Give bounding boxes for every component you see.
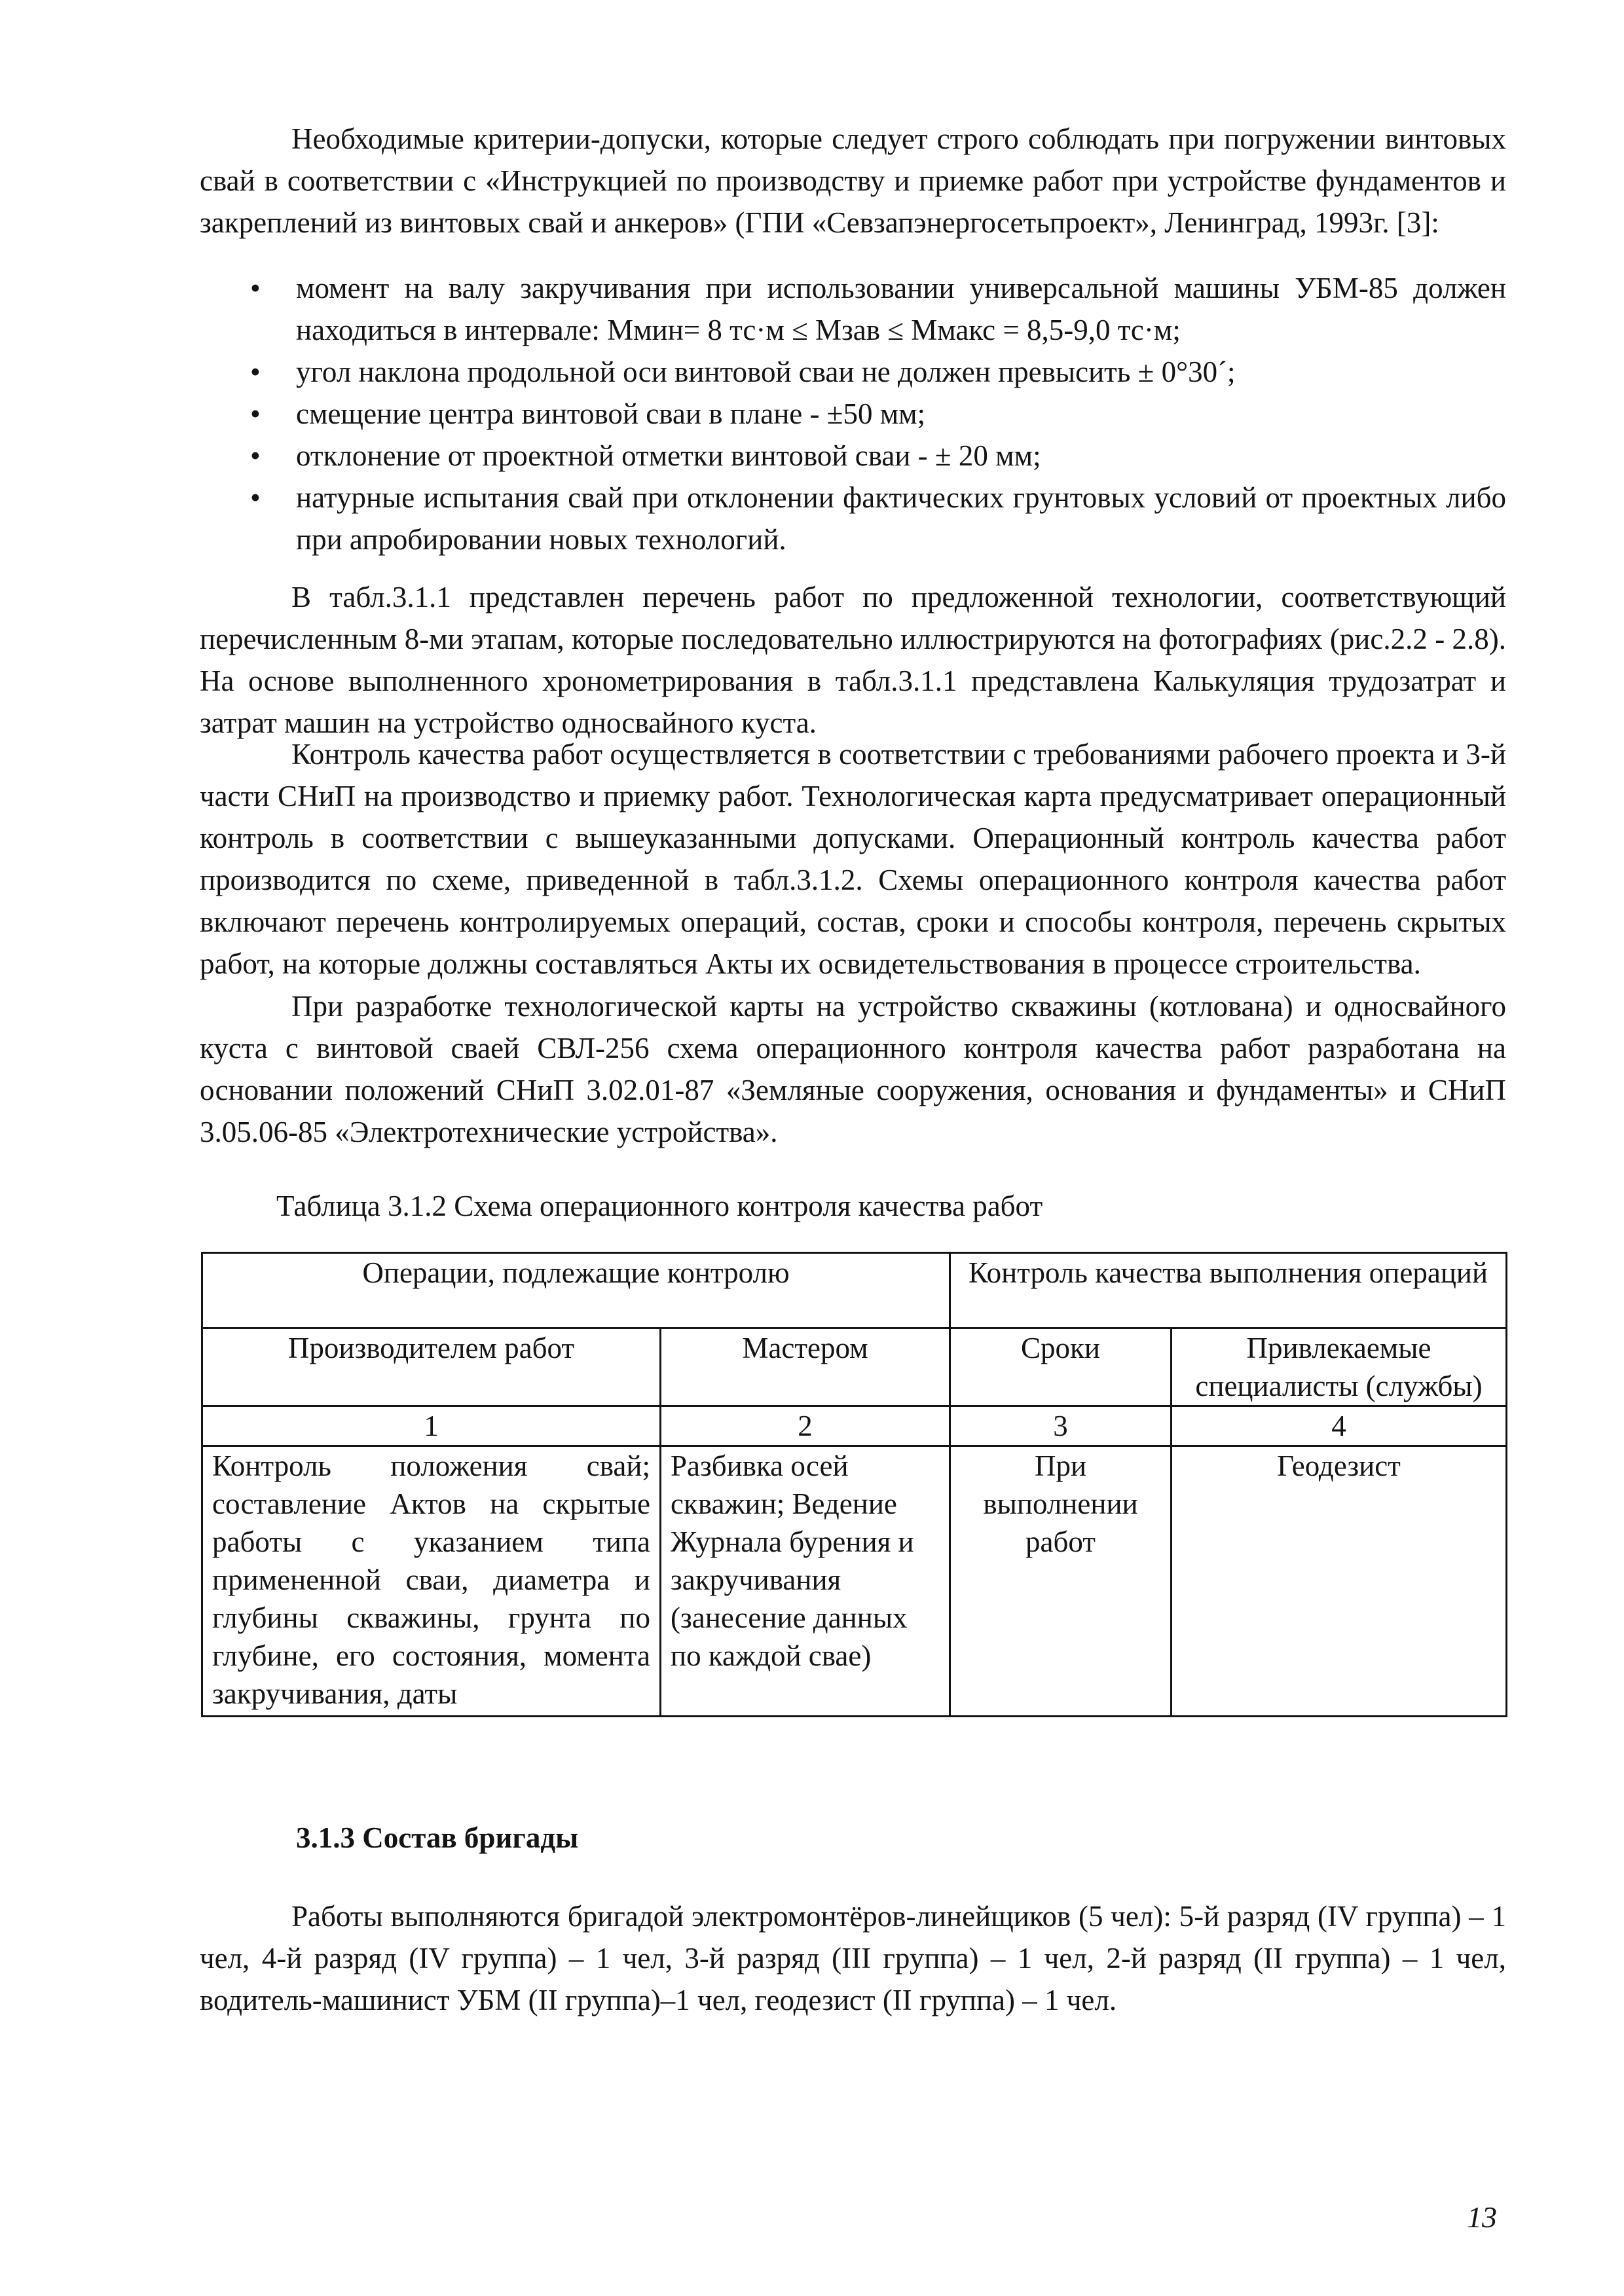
- list-item: • натурные испытания свай при отклонении фактических грунтовых условий от проектных либо при апробировании новых технологий.: [200, 477, 1506, 560]
- intro-paragraph: Необходимые критерии-допуски, которые следует строго соблюдать при погружении винтовых свай в соответствии с «Инструкцией по производству и приемке работ при устройстве фундаментов и закреплений из винтовых свай и анкеров» (ГПИ «Севзапэнергосетьпроект», Ленинград, 1993г. [3]:: [200, 122, 1506, 239]
- header-producer: Производителем работ: [202, 1328, 661, 1406]
- cell-specialists: Геодезист: [1172, 1446, 1507, 1717]
- paragraph-regulations: При разработке технологической карты на устройство скважины (котлована) и односвайного куста с винтовой сваей СВЛ-256 схема операционного контроля качества работ разработана на основании положений СНиП 3.02.01-87 «Земляные сооружения, основания и фундаменты» и СНиП 3.05.06-85 «Электротехнические устройства».: [200, 990, 1506, 1148]
- table-group-header-row: [202, 1253, 1507, 1328]
- tolerance-list: [200, 267, 1506, 560]
- cell-foreman-duties: Разбивка осей скважин; Ведение Журнала бурения и закручивания (занесение данных по каждой свае): [661, 1446, 950, 1717]
- column-number: 4: [1172, 1406, 1507, 1446]
- table-header-row: [202, 1328, 1507, 1406]
- table-caption: Таблица 3.1.2 Схема операционного контроля качества работ: [276, 1190, 1043, 1222]
- control-scheme-table: [201, 1252, 1507, 1717]
- paragraph-quality-control: Контроль качества работ осуществляется в соответствии с требованиями рабочего проекта и 3-й части СНиП на производство и приемку работ. Технологическая карта предусматривает операционный контроль в соответствии с вышеуказанными допусками. Операционный контроль качества работ производится по схеме, приведенной в табл.3.1.2. Схемы операционного контроля качества работ включают перечень контролируемых операций, состав, сроки и способы контроля, перечень скрытых работ, на которые должны составляться Акты их освидетельствования в процессе строительства.: [200, 738, 1506, 980]
- column-number: 2: [661, 1406, 950, 1446]
- table-row: [202, 1446, 1507, 1717]
- section-paragraph: Работы выполняются бригадой электромонтёров-линейщиков (5 чел): 5-й разряд (IV группа) – 1 чел, 4-й разряд (IV группа) – 1 чел, 3-й разряд (III группа) – 1 чел, 2-й разряд (II группа) – 1 чел, водитель-машинист УБМ (II группа)–1 чел, геодезист (II группа) – 1 чел.: [200, 1900, 1506, 2016]
- column-number: 3: [950, 1406, 1172, 1446]
- header-terms: Сроки: [950, 1328, 1172, 1406]
- list-item: • момент на валу закручивания при использовании универсальной машины УБМ-85 должен находиться в интервале: Mмин= 8 тс·м ≤ Mзав ≤ Mмакс = 8,5-9,0 тс·м;: [200, 267, 1506, 351]
- section-title: 3.1.3 Состав бригады: [296, 1821, 579, 1854]
- header-specialists: Привлекаемые специалисты (службы): [1172, 1328, 1507, 1406]
- cell-terms: При выполнении работ: [950, 1446, 1172, 1717]
- header-foreman: Мастером: [661, 1328, 950, 1406]
- group-header-quality-control: Контроль качества выполнения операций: [950, 1253, 1507, 1328]
- cell-producer-duties: Контроль положения свай; составление Актов на скрытые работы с указанием типа примененной сваи, диаметра и глубины скважины, грунта по глубине, его состояния, момента закручивания, даты: [202, 1446, 661, 1717]
- table-number-row: [202, 1406, 1507, 1446]
- list-item: • угол наклона продольной оси винтовой сваи не должен превысить ± 0°30´;: [200, 351, 1506, 393]
- page-number: 13: [1467, 2200, 1497, 2234]
- paragraph-table-overview: В табл.3.1.1 представлен перечень работ по предложенной технологии, соответствующий перечисленным 8-ми этапам, которые последовательно иллюстрируются на фотографиях (рис.2.2 - 2.8). На основе выполненного хронометрирования в табл.3.1.1 представлена Калькуляция трудозатрат и затрат машин на устройство односвайного куста.: [200, 581, 1506, 739]
- list-item: • отклонение от проектной отметки винтовой сваи - ± 20 мм;: [200, 435, 1506, 477]
- list-item: • смещение центра винтовой сваи в плане - ±50 мм;: [200, 393, 1506, 435]
- group-header-operations: Операции, подлежащие контролю: [202, 1253, 950, 1328]
- column-number: 1: [202, 1406, 661, 1446]
